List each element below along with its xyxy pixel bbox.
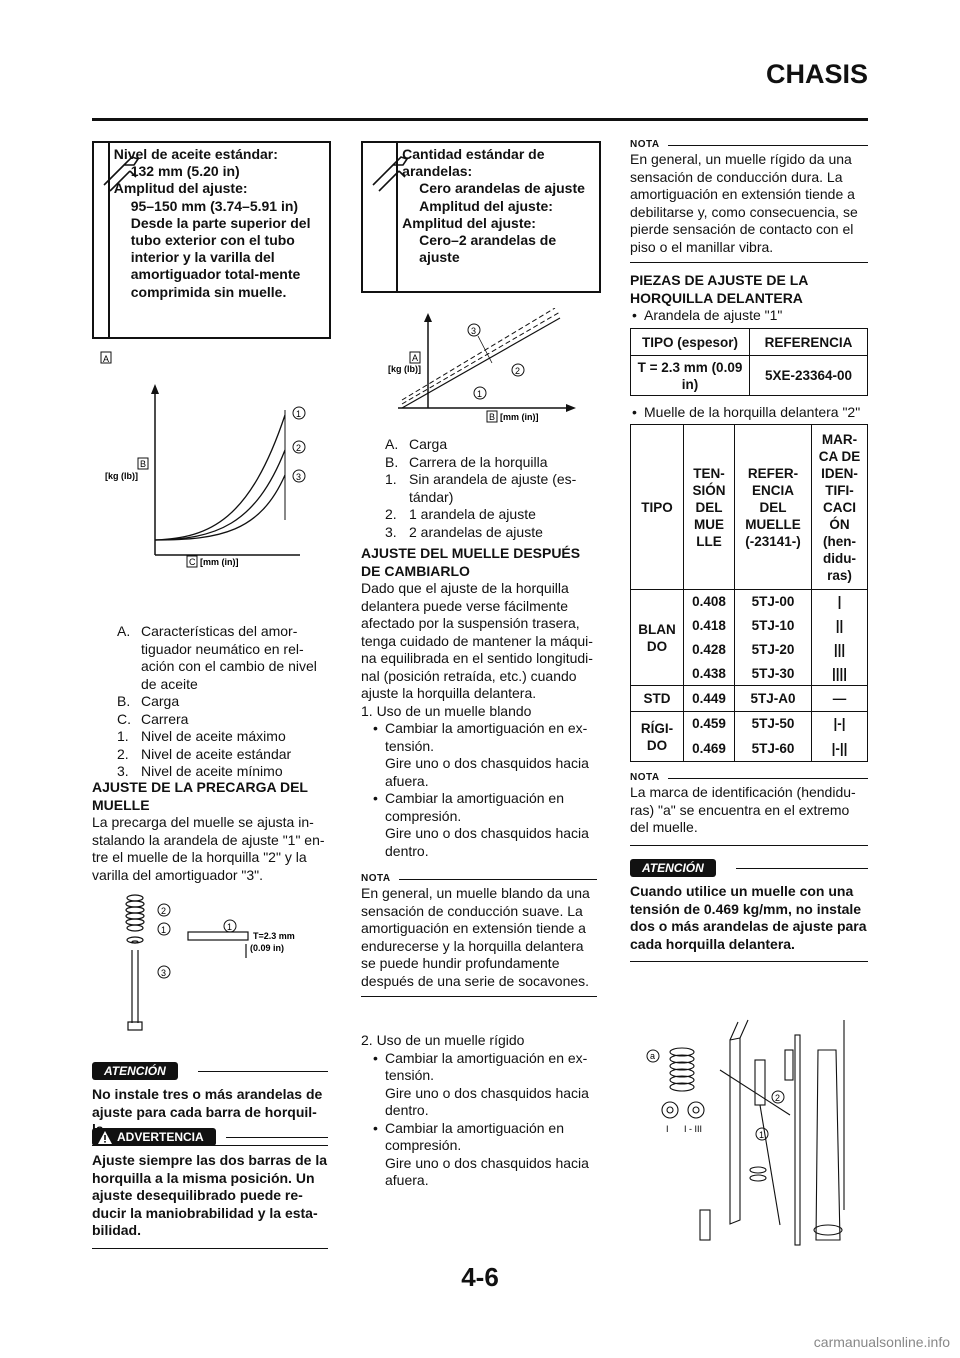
spring-coils [670,1048,694,1091]
table-cell: 5TJ-30 [735,662,812,686]
callout-3: 3 [471,326,477,336]
label-c: C [189,557,196,567]
table-cell: 0.449 [684,686,735,712]
callout-2: 2 [515,366,521,376]
table-cell: 5TJ-10 [735,614,812,638]
legend-item: Carga [409,436,448,452]
bullet-subtext: Gire uno o dos chasquidos hacia dentro. [385,825,589,859]
legend-item: Nivel de aceite mínimo [141,763,283,779]
bullet-item: Cambiar la amortiguación en ex-tensión. [385,1049,588,1083]
table-cell: 5TJ-A0 [735,686,812,712]
legend-item: Carrera [141,710,189,727]
table-cell: 0.408 [684,590,735,614]
warning-triangle-icon [98,1131,112,1144]
note-box-1 [361,873,597,997]
label-a: A [412,353,419,363]
note-box-2 [630,139,868,263]
wrench-icon [363,143,398,291]
legend-item: Sin arandela de ajuste (es-tándar) [409,471,577,505]
table-header: TIPO (espesor) [631,329,750,356]
spec-label: Amplitud del ajuste: [113,180,248,197]
callout-3: 3 [296,472,302,482]
legend-item: Nivel de aceite estándar [141,745,292,762]
mark-label: I [666,1124,669,1134]
legend-item: Carrera de la horquilla [409,453,548,470]
table-cell: |||| [812,662,868,686]
spec-box-washers [361,141,601,293]
page-title: CHASIS [765,59,868,89]
callout-1: 1 [227,922,233,932]
bullet-item: Cambiar la amortiguación en compresión. [385,790,564,824]
label-a: A [103,354,110,364]
label-b: B [140,459,147,469]
callout-1: 1 [477,389,483,399]
label-b: B [489,412,496,422]
caution-label: ATENCIÓN [630,859,716,877]
bullet-subtext: Gire uno o dos chasquidos hacia dentro. [385,1084,589,1118]
note-label: NOTA [630,772,660,783]
table-cell: T = 2.3 mm (0.09 in) [631,356,750,396]
table-group: RÍGI-DO [631,712,684,762]
legend-item: Carga [141,693,180,709]
callout-1: 1 [296,409,302,419]
table-cell: 5TJ-00 [735,590,812,614]
caution-text: No instale tres o más arandelas de ajuste para cada barra de horquil- [92,1086,323,1120]
spring-graph [380,308,580,428]
callout-2: 2 [296,443,302,453]
section-heading-cambio: AJUSTE DEL MUELLE DESPUÉS DE CAMBIARLO [361,545,581,579]
y-axis-label: [kg (lb)] [388,364,421,374]
wrench-icon [94,143,110,337]
table-header: TEN-SIÓN DEL MUE LLE [684,425,735,590]
legend-item: 1 arandela de ajuste [409,506,536,522]
list-item-soft-spring: 1. Uso de un muelle blando [361,702,532,719]
spec-label: Cantidad estándar de arandelas: [402,146,545,180]
y-axis-label: [kg (lb)] [105,471,138,481]
callout-2: 2 [775,1093,781,1103]
bullet-item: Arandela de ajuste "1" [644,307,783,323]
section-body-cambio: Dado que el ajuste de la horquilla delantera puede verse fácilmente afectado por la suspensión trasera, tenga cuidado de mantener la máqui-na equilibrada en el sentido longitudi-nal (posición retraída, etc.) cuando ajuste la horquilla delantera. [361,580,593,701]
legend-spring-graph: A. Carga B. Carrera de la horquilla 1. Sin arandela de ajuste (es-tándar) 2. 1 arandela de ajuste 3. 2 arandelas de ajuste [385,436,595,541]
section-body-precarga: La precarga del muelle se ajusta in-stalando la arandela de ajuste "1" en-tre el muelle de la horquilla "2" y la varilla del amortiguador "3". [92,814,325,883]
table-cell: — [812,686,868,712]
note-label: NOTA [361,873,391,884]
legend-item: Nivel de aceite máximo [141,728,286,744]
callout-2: 2 [161,906,167,916]
legend-item: Características del amor-tiguador neumático en rel-ación con el cambio de nivel de aceite [141,623,317,692]
watermark[interactable]: carmanualsonline.info [813,1334,950,1350]
x-axis-label: [mm (in)] [500,412,539,422]
callout-1: 1 [161,925,167,935]
warning-text: Ajuste siempre las dos barras de la horquilla a la misma posición. Un ajuste desequilibrado puede re-ducir la maniobrabilidad y la esta-bilidad. [92,1152,327,1238]
header-rule [92,118,868,121]
bullet-item: Cambiar la amortiguación en ex-tensión. [385,720,588,754]
note-text: En general, un muelle rígido da una sensación de conducción dura. La amortiguación en extensión tiende a debilitarse y, como consecuencia, se pierde sensación de contacto con el piso o el manillar vibra. [630,151,858,255]
mark-label: I - III [684,1124,702,1134]
thickness-label-in: (0.09 in) [250,943,285,953]
list-item-stiff-spring: 2. Uso de un muelle rígido [361,1032,525,1048]
spec-value: Cero–2 arandelas de ajuste [419,232,557,266]
section-heading-precarga: AJUSTE DE LA PRECARGA DEL MUELLE [92,779,308,813]
callout-3: 3 [161,968,167,978]
caution-box-2 [630,859,868,962]
table-cell: 5TJ-60 [735,736,812,762]
spec-value: 95–150 mm (3.74–5.91 in) [130,197,299,214]
page-number: 4-6 [461,1262,499,1292]
table-header: REFER-ENCIA DEL MUELLE (-23141-) [735,425,812,590]
table-cell: 5TJ-20 [735,638,812,662]
table-cell: 0.428 [684,638,735,662]
callout-1: 1 [759,1130,765,1140]
warning-label: ADVERTENCIA [117,1130,204,1144]
spec-label: Nivel de aceite estándar: [113,146,278,162]
callout-a: a [650,1051,656,1061]
caution-label: ATENCIÓN [92,1062,178,1080]
x-axis-label: [mm (in)] [200,557,239,567]
note-box-3 [630,772,868,846]
table-header: MAR-CA DE IDEN-TIFI-CACI ÓN (hen-didu-ras) [812,425,868,590]
spec-label: Amplitud del ajuste: [402,214,536,231]
spec-box-oil-level [92,141,331,339]
table-header: TIPO [631,425,684,590]
legend-item: 2 arandelas de ajuste [409,523,543,540]
fork-exploded-figure [640,1010,870,1250]
table-cell: 0.438 [684,662,735,686]
spec-value: 132 mm (5.20 in) [130,163,240,180]
warning-box [92,1128,328,1249]
oil-level-graph [100,350,330,570]
bullet-subtext: Gire uno o dos chasquidos hacia afuera. [385,1154,589,1188]
table-cell: 0.459 [684,712,735,736]
spring-table [630,424,868,762]
table-cell: 0.469 [684,736,735,762]
legend-oil-graph: A. Características del amor-tiguador neumático en rel-ación con el cambio de nivel de aceite B. Carga C. Carrera 1. Nivel de aceite máximo 2. Nivel de aceite estándar 3. Nivel de aceite mínimo [117,623,327,781]
table-cell: ||| [812,638,868,662]
note-text: En general, un muelle blando da una sensación de conducción suave. La amortiguación en extensión tiende a endurecerse y la horquilla delantera se puede hundir profundamente después de una serie de socavones. [361,885,590,989]
table-header: REFERENCIA [750,329,868,356]
table-cell: || [812,614,868,638]
thickness-label: T=2.3 mm [253,931,295,941]
table-cell: 5TJ-50 [735,712,812,736]
note-text: La marca de identificación (hendidu-ras) "a" se encuentra en el extremo del muelle. [630,784,856,835]
table-group: BLAN DO [631,590,684,686]
bullet-item: Muelle de la horquilla delantera "2" [644,404,861,420]
bullet-item: Cambiar la amortiguación en compresión. [385,1119,564,1153]
table-cell: 0.418 [684,614,735,638]
spec-value: Cero arandelas de ajuste Amplitud del ajuste: [419,180,585,214]
section-heading-piezas: PIEZAS DE AJUSTE DE LA HORQUILLA DELANTERA [630,272,808,306]
spec-value: Desde la parte superior del tubo exterior con el tubo interior y la varilla del amortiguador total-mente comprimida sin muelle. [130,214,311,300]
bullet-subtext: Gire uno o dos chasquidos hacia afuera. [385,755,589,789]
note-label: NOTA [630,139,660,150]
table-cell: |-| [812,712,868,736]
washer-figure [108,888,318,1038]
table-cell: 5XE-23364-00 [750,356,868,396]
table-cell: | [812,590,868,614]
caution-text: Cuando utilice un muelle con una tensión de 0.469 kg/mm, no instale dos o más arandelas de ajuste para cada horquilla delantera. [630,883,867,952]
table-group: STD [631,686,684,712]
table-cell: |-|| [812,736,868,762]
washer-table [630,328,868,396]
